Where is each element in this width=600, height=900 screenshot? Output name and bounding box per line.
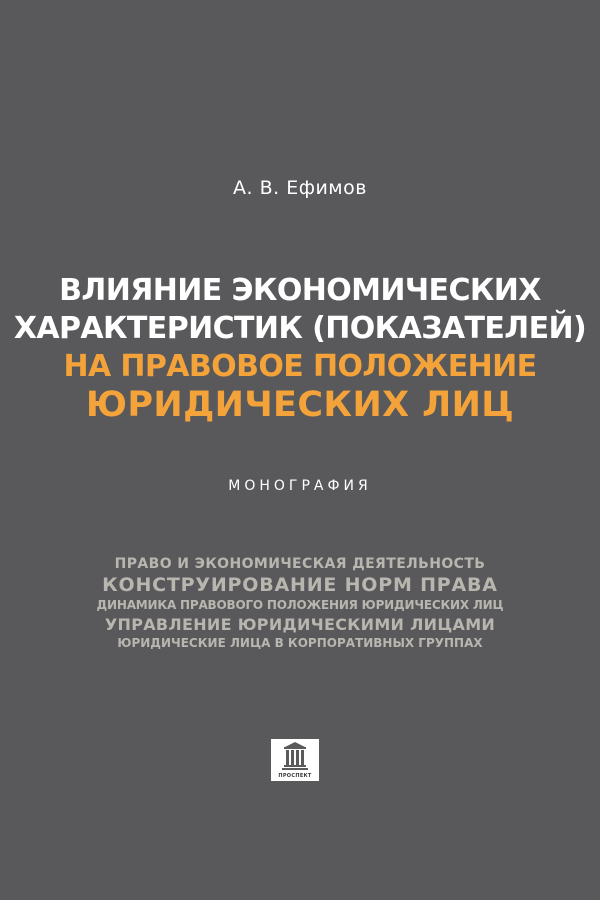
title-line-1: ВЛИЯНИЕ ЭКОНОМИЧЕСКИХ [59,273,541,308]
topic-item: ПРАВО И ЭКОНОМИЧЕСКАЯ ДЕЯТЕЛЬНОСТЬ [114,556,486,572]
author-name: А. В. Ефимов [233,177,367,199]
publisher-name: ПРОСПЕКТ [278,773,312,779]
genre-label: МОНОГРАФИЯ [228,478,372,494]
title-line-4: ЮРИДИЧЕСКИХ ЛИЦ [85,385,515,425]
book-title [0,272,600,424]
topics-list [0,554,600,652]
building-columns-icon [271,739,319,773]
topic-item: КОНСТРУИРОВАНИЕ НОРМ ПРАВА [102,574,498,596]
title-line-2: ХАРАКТЕРИСТИК (ПОКАЗАТЕЛЕЙ) [13,311,587,346]
topic-item: УПРАВЛЕНИЕ ЮРИДИЧЕСКИМИ ЛИЦАМИ [104,615,496,634]
topic-item: ЮРИДИЧЕСКИЕ ЛИЦА В КОРПОРАТИВНЫХ ГРУППАХ [117,636,483,650]
title-line-3: НА ПРАВОВОЕ ПОЛОЖЕНИЕ [63,349,537,384]
publisher-logo [271,739,319,781]
topic-item: ДИНАМИКА ПРАВОВОГО ПОЛОЖЕНИЯ ЮРИДИЧЕСКИХ ЛИЦ [96,598,504,612]
